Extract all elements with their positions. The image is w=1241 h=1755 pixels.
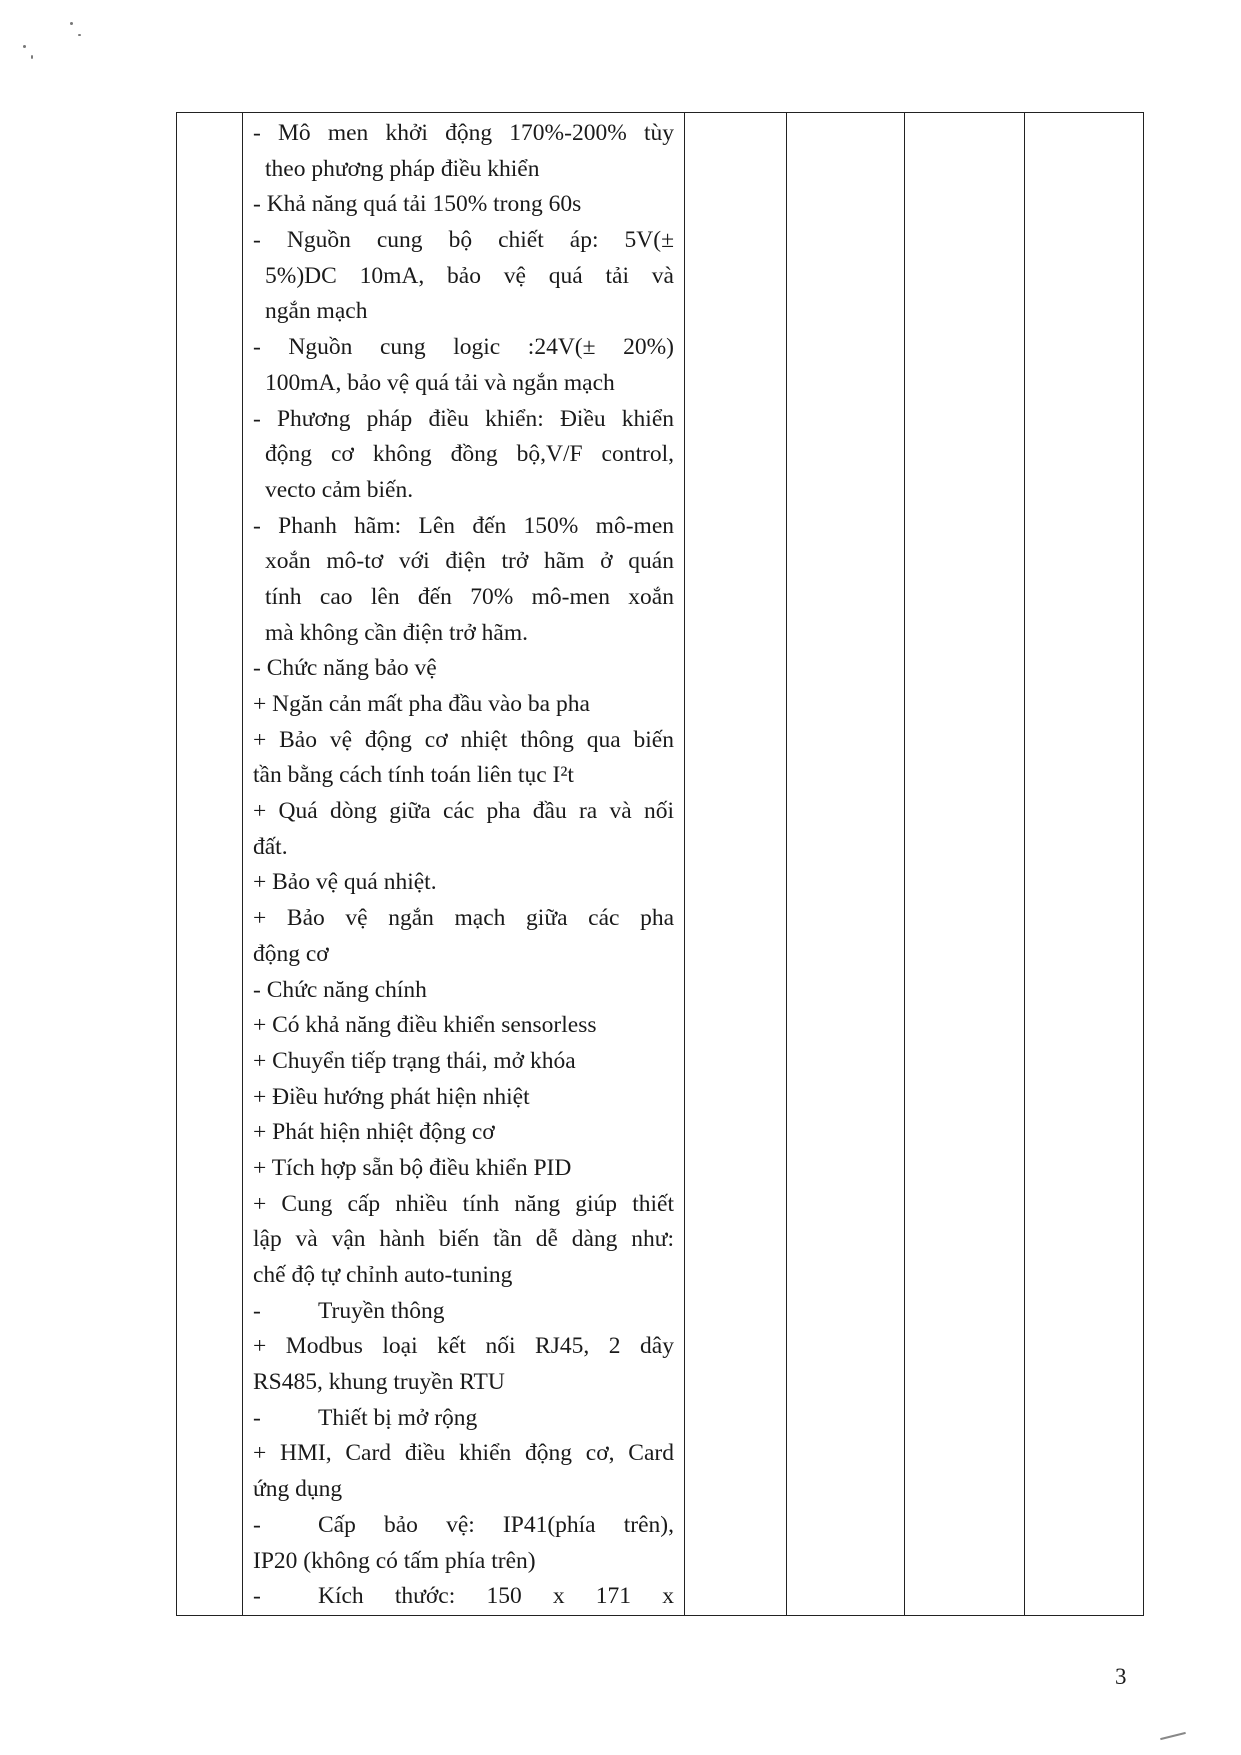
scan-speck	[31, 55, 33, 59]
quantity-cell	[787, 113, 905, 1616]
description-line: động cơ không đồng bộ,V/F control,	[265, 441, 674, 468]
description-line: + Bảo vệ ngắn mạch giữa các pha	[253, 905, 674, 932]
description-line: - Mô men khởi động 170%-200% tùy	[253, 120, 674, 146]
description-line: - Nguồn cung logic :24V(± 20%)	[253, 334, 674, 361]
description-line: mà không cần điện trở hãm.	[265, 619, 529, 646]
price-cell	[905, 113, 1025, 1616]
description-line: + Cung cấp nhiều tính năng giúp thiết	[253, 1190, 674, 1217]
description-line: + Tích hợp sẵn bộ điều khiển PID	[253, 1154, 572, 1181]
description-line: 100mA, bảo vệ quá tải và ngắn mạch	[265, 369, 615, 396]
description-line	[253, 1508, 674, 1544]
page-number: 3	[1115, 1664, 1127, 1689]
description-line: + Bảo vệ động cơ nhiệt thông qua biến	[253, 726, 674, 753]
description-lines	[243, 113, 684, 1615]
description-line: ứng dụng	[253, 1476, 343, 1503]
description-line: ngắn mạch	[265, 298, 368, 325]
scan-speck	[70, 22, 73, 25]
description-line: + Ngăn cản mất pha đầu vào ba pha	[253, 691, 590, 717]
description-line: + Chuyển tiếp trạng thái, mở khóa	[253, 1047, 576, 1074]
scan-pen-mark	[1160, 1732, 1186, 1740]
description-line: - Nguồn cung bộ chiết áp: 5V(±	[253, 227, 674, 254]
list-dash: -	[253, 1511, 261, 1538]
description-line: theo phương pháp điều khiển	[265, 155, 540, 182]
description-line: - Khả năng quá tải 150% trong 60s	[253, 191, 582, 218]
description-line: xoắn mô-tơ với điện trở hãm ở quán	[265, 548, 674, 575]
description-line: IP20 (không có tấm phía trên)	[253, 1547, 536, 1574]
description-line: + Bảo vệ quá nhiệt.	[253, 869, 437, 896]
description-line: RS485, khung truyền RTU	[253, 1369, 505, 1396]
description-line: + Phát hiện nhiệt động cơ	[253, 1119, 495, 1146]
list-dash: -	[253, 1404, 261, 1431]
description-line	[253, 1401, 674, 1437]
description-line: - Chức năng chính	[253, 976, 427, 1003]
scan-speck	[23, 45, 26, 48]
table-row	[177, 113, 1144, 1616]
description-line: + Điều hướng phát hiện nhiệt	[253, 1083, 530, 1110]
line-text: Truyền thông	[318, 1297, 445, 1324]
list-dash: -	[253, 1297, 261, 1324]
description-line: tính cao lên đến 70% mô-men xoắn	[265, 583, 674, 610]
amount-cell	[1025, 113, 1144, 1616]
description-line	[253, 1294, 674, 1330]
scan-speck	[78, 34, 81, 36]
line-text: Thiết bị mở rộng	[318, 1404, 478, 1431]
line-text: Kích thước: 150 x 171 x	[318, 1583, 674, 1610]
list-dash: -	[253, 1583, 261, 1610]
description-line: - Phanh hãm: Lên đến 150% mô-men	[253, 512, 674, 539]
unit-cell	[685, 113, 787, 1616]
description-line: chế độ tự chỉnh auto-tuning	[253, 1262, 513, 1288]
description-line: - Phương pháp điều khiển: Điều khiển	[253, 405, 674, 432]
description-line: - Chức năng bảo vệ	[253, 655, 437, 682]
description-cell	[243, 113, 685, 1616]
index-cell	[177, 113, 243, 1616]
description-line: lập và vận hành biến tần dễ dàng như:	[253, 1226, 674, 1253]
description-line: + Có khả năng điều khiển sensorless	[253, 1012, 597, 1039]
line-text: Cấp bảo vệ: IP41(phía trên),	[318, 1511, 674, 1538]
description-line: tần bằng cách tính toán liên tục I²t	[253, 762, 574, 789]
description-line: động cơ	[253, 940, 329, 967]
description-line: + Quá dòng giữa các pha đầu ra và nối	[253, 798, 674, 825]
description-line: đất.	[253, 833, 288, 860]
description-line: + HMI, Card điều khiển động cơ, Card	[253, 1440, 674, 1467]
description-line	[253, 1579, 674, 1615]
description-line: + Modbus loại kết nối RJ45, 2 dây	[253, 1333, 674, 1360]
description-line: 5%)DC 10mA, bảo vệ quá tải và	[265, 262, 674, 289]
spec-table	[176, 112, 1144, 1616]
description-line: vecto cảm biến.	[265, 476, 414, 503]
